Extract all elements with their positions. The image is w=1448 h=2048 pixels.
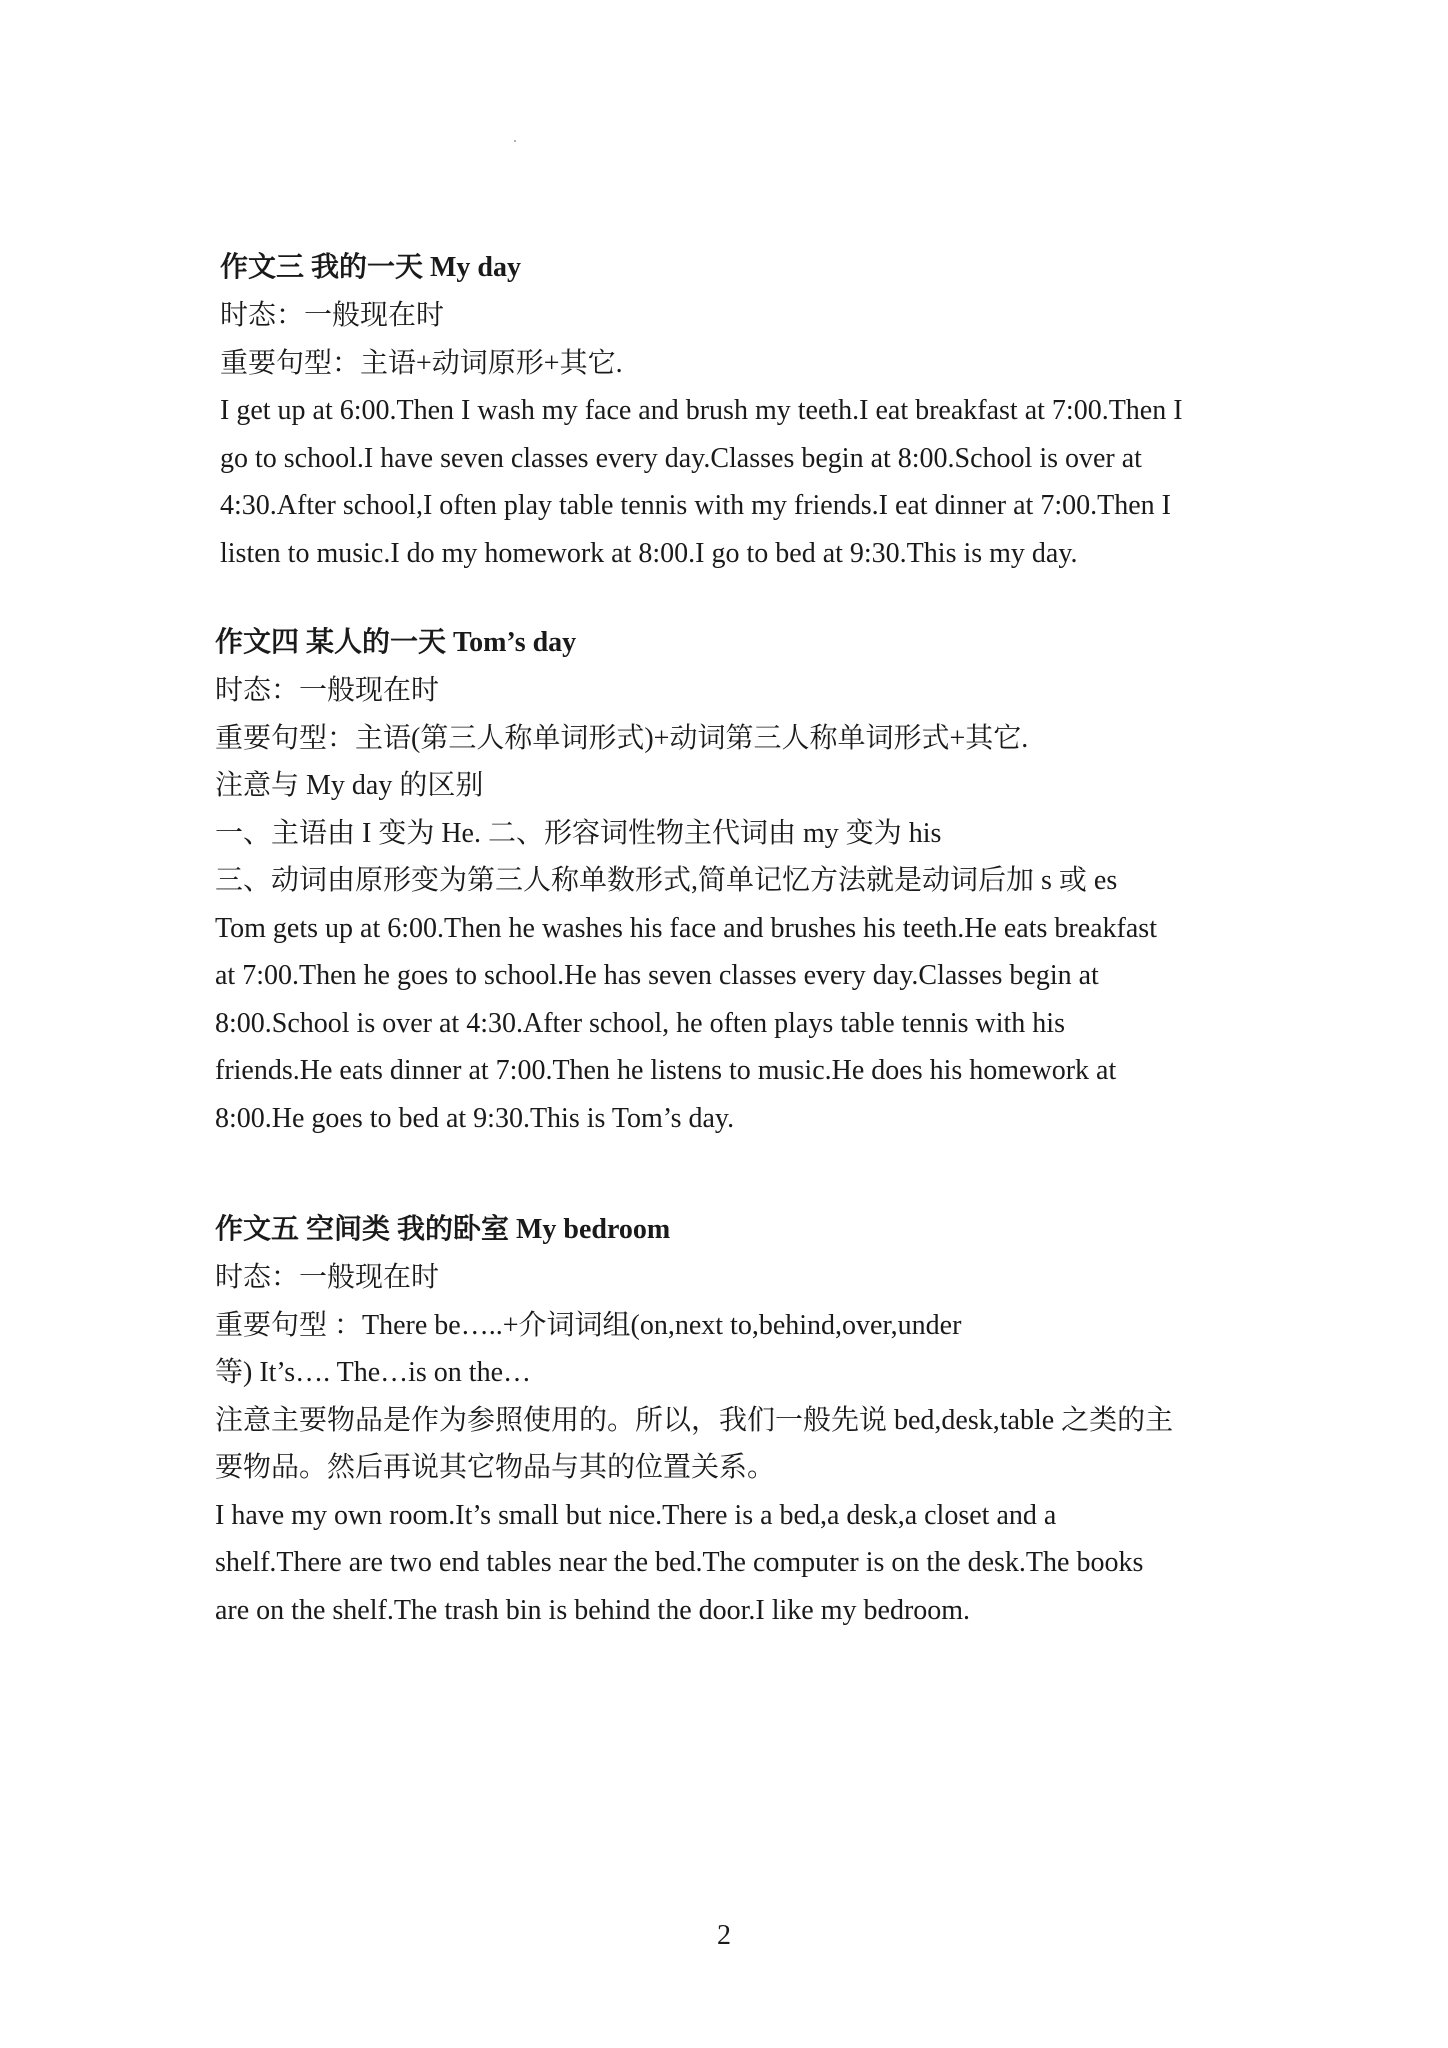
paragraph-line: I have my own room.It’s small but nice.There is a bed,a desk,a closet and a bbox=[215, 1499, 1057, 1531]
essay-section-5 bbox=[215, 1206, 1255, 1634]
paragraph-line: 4:30.After school,I often play table tennis with my friends.I eat dinner at 7:00.Then I bbox=[220, 490, 1171, 521]
paragraph-line: listen to music.I do my homework at 8:00.I go to bed at 9:30.This is my day. bbox=[220, 537, 1078, 569]
essay-paragraph bbox=[215, 1492, 1255, 1635]
note-line: 注意与 My day 的区别 bbox=[215, 770, 484, 801]
sentence-pattern-line: 重要句型：主语(第三人称单词形式)+动词第三人称单词形式+其它. bbox=[215, 722, 1029, 754]
section-heading: 作文三 我的一天 My day bbox=[220, 252, 522, 283]
sentence-pattern-line: 等) It’s…. The…is on the… bbox=[215, 1357, 532, 1388]
essay-paragraph bbox=[220, 387, 1260, 577]
paragraph-line: 8:00.School is over at 4:30.After school, he often plays table tennis with his bbox=[215, 1007, 1065, 1039]
tense-line: 时态：一般现在时 bbox=[220, 300, 445, 331]
note-line: 要物品。然后再说其它物品与其的位置关系。 bbox=[215, 1452, 776, 1483]
paragraph-line: I get up at 6:00.Then I wash my face and brush my teeth.I eat breakfast at 7:00.Then I bbox=[220, 395, 1183, 426]
section-heading: 作文五 空间类 我的卧室 My bedroom bbox=[215, 1214, 671, 1245]
rule-line: 三、动词由原形变为第三人称单数形式,简单记忆方法就是动词后加 s 或 es bbox=[215, 865, 1118, 896]
essay-paragraph bbox=[215, 905, 1255, 1143]
rule-line: 一、主语由 I 变为 He. 二、形容词性物主代词由 my 变为 his bbox=[215, 817, 942, 849]
essay-section-4 bbox=[215, 619, 1255, 1142]
essay-section-3 bbox=[220, 244, 1260, 577]
tense-line: 时态：一般现在时 bbox=[215, 675, 440, 706]
paragraph-line: go to school.I have seven classes every day.Classes begin at 8:00.School is over at bbox=[220, 442, 1142, 474]
page-number: 2 bbox=[717, 1920, 731, 1951]
scan-speck bbox=[514, 140, 516, 142]
paragraph-line: at 7:00.Then he goes to school.He has seven classes every day.Classes begin at bbox=[215, 960, 1099, 991]
section-heading: 作文四 某人的一天 Tom’s day bbox=[215, 627, 577, 658]
paragraph-line: Tom gets up at 6:00.Then he washes his face and brushes his teeth.He eats breakfast bbox=[215, 912, 1157, 944]
paragraph-line: 8:00.He goes to bed at 9:30.This is Tom’s day. bbox=[215, 1102, 735, 1134]
paragraph-line: are on the shelf.The trash bin is behind the door.I like my bedroom. bbox=[215, 1594, 971, 1626]
paragraph-line: shelf.There are two end tables near the bed.The computer is on the desk.The books bbox=[215, 1547, 1144, 1578]
paragraph-line: friends.He eats dinner at 7:00.Then he listens to music.He does his homework at bbox=[215, 1055, 1117, 1086]
tense-line: 时态：一般现在时 bbox=[215, 1262, 440, 1293]
note-line: 注意主要物品是作为参照使用的。所以，我们一般先说 bed,desk,table 之类的主 bbox=[215, 1404, 1174, 1436]
sentence-pattern-line: 重要句型 ：There be…..+介词词组(on,next to,behind,over,under bbox=[215, 1309, 962, 1341]
sentence-pattern-line: 重要句型：主语+动词原形+其它. bbox=[220, 347, 623, 379]
